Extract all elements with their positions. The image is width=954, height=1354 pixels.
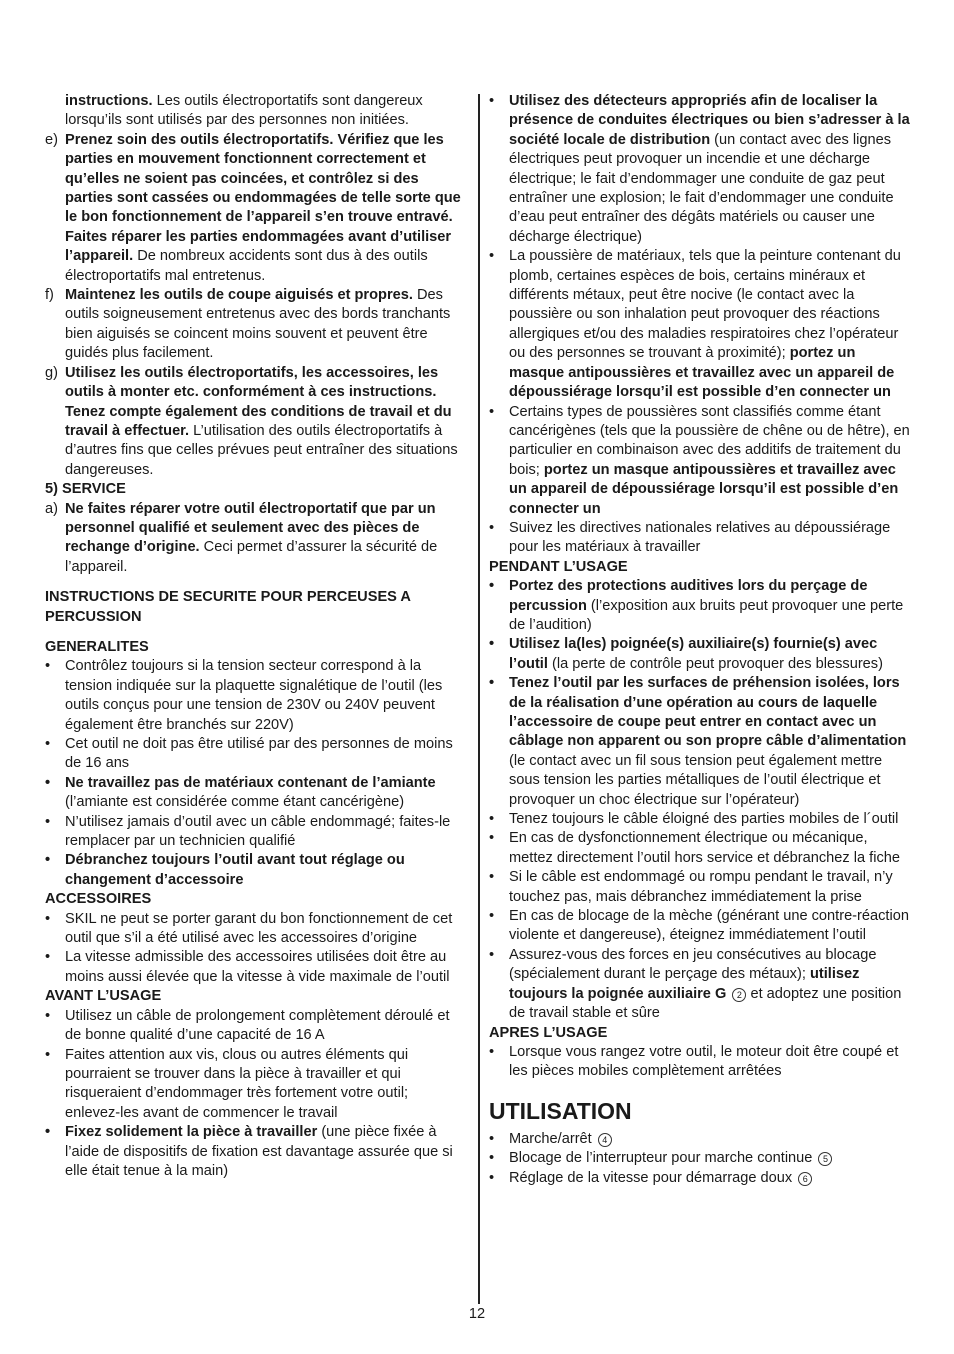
bullet-forces: • Assurez-vous des forces en jeu consécutives au blocage (spécialement durant le perçage des métaux); utilisez toujours la poignée auxiliaire G 2 et adoptez une position de travail stable et sûre xyxy=(489,946,902,1022)
bullet-poignee: • Utilisez la(les) poignée(s) auxiliaire(s) fournie(s) avec l’outil (la perte de contrôle peut provoquer des blessures) xyxy=(489,636,883,672)
accessoires-list xyxy=(45,910,465,988)
callout-2: 2 xyxy=(732,988,746,1002)
bullet-cancerigenes: • Certains types de poussières sont classifiés comme étant cancérigènes (tels que la poussière de chêne ou de hêtre), en particulier en combinaison avec des additifs de traitement du bois; portez un masque antipoussières et travaillez avec un appareil de dépoussiérage lorsqu’il est possible d’en connecter un xyxy=(489,403,910,517)
list-item: • La vitesse admissible des accessoires utilisées doit être au moins aussi élevée que la vitesse à vide maximale de l’outil xyxy=(45,949,450,985)
callout-4: 4 xyxy=(598,1133,612,1147)
bullet-dysfonctionnement: • En cas de dysfonctionnement électrique ou mécanique, mettez directement l’outil hors service et débranchez la fiche xyxy=(489,830,900,866)
avant-heading: AVANT L’USAGE xyxy=(45,988,162,1005)
bullet-surfaces: • Tenez l’outil par les surfaces de préhension isolées, lors de la réalisation d’une opération au cours de laquelle l’accessoire de coupe peut entrer en contact avec un câblage non apparent ou son propre câble d’alimentation (le contact avec un fil sous tension peut également mettre sous tension les parties métalliques de l’outil électrique et provoquer un choc électrique sur l’opérateur) xyxy=(489,675,907,808)
utilisation-list xyxy=(489,1130,911,1188)
list-item: • Fixez solidement la pièce à travailler (une pièce fixée à l’aide de dispositifs de fixation est davantage assurée que si elle était tenue à la main) xyxy=(45,1124,453,1179)
item-g: g) Utilisez les outils électroportatifs, les accessoires, les outils à monter etc. conformément à ces instructions. Tenez compte également des conditions de travail et du travail à effectuer. L’utilisation des outils électroportatifs à d’autres fins que celles prévues peut entraîner des situations dangereuses. xyxy=(45,364,458,478)
list-item: • Faites attention aux vis, clous ou autres éléments qui pourraient se trouver dans la pièce à travailler et qui risqueraient d’endommager très fortement votre outil; enlevez-les avant de commencer le travail xyxy=(45,1046,409,1121)
generalites-heading: GENERALITES xyxy=(45,638,149,655)
pendant-heading: PENDANT L’USAGE xyxy=(489,558,628,575)
item-a: a) Ne faites réparer votre outil électroportatif que par un personnel qualifié et seulement avec des pièces de rechange d’origine. Ceci permet d’assurer la sécurité de l’appareil. xyxy=(45,500,438,575)
list-item: • Contrôlez toujours si la tension secteur correspond à la tension indiquée sur la plaquette signalétique de l’outil (les outils conçus pour une tension de 230V ou 240V peuvent également être branchés sur 220V) xyxy=(45,658,443,733)
column-divider xyxy=(478,94,480,1304)
bullet-directives: • Suivez les directives nationales relatives au dépoussiérage pour les matériaux à travailler xyxy=(489,519,891,556)
item-f: f) Maintenez les outils de coupe aiguisés et propres. Des outils soigneusement entretenus avec des bords tranchants bien aiguisés se coincent moins souvent et peuvent être guidés plus facilement. xyxy=(45,287,451,362)
callout-6: 6 xyxy=(798,1172,812,1186)
list-item: • Ne travaillez pas de matériaux contenant de l’amiante (l’amiante est considérée comme étant cancérigène) xyxy=(45,774,436,811)
generalites-list xyxy=(45,657,465,890)
item-e: e) Prenez soin des outils électroportatifs. Vérifiez que les parties en mouvement fonctionnent correctement et qu’elles ne soient pas coincées, et contrôlez si des parties sont cassées ou endommagées de telle sorte que le bon fonctionnement de l’appareil s’en trouve entravé. Faites réparer les parties endommagées avant d’utiliser l’appareil. De nombreux accidents sont dus à des outils électroportatifs mal entretenus. xyxy=(45,131,461,284)
left-column xyxy=(45,92,465,1181)
paragraph-instructions: instructions. Les outils électroportatifs sont dangereux lorsqu’ils sont utilisés par des personnes non initiées. xyxy=(65,93,423,129)
bullet-cable-endommage: • Si le câble est endommagé ou rompu pendant le travail, n’y touchez pas, mais débranchez immédiatement la prise xyxy=(489,869,893,905)
service-heading: 5) SERVICE xyxy=(45,481,126,498)
list-item: • Réglage de la vitesse pour démarrage doux 6 xyxy=(489,1169,911,1188)
list-item: • SKIL ne peut se porter garant du bon fonctionnement de cet outil que s’il a été utilisé avec les accessoires d’origine xyxy=(45,910,453,947)
safety-heading: INSTRUCTIONS DE SECURITE POUR PERCEUSES A PERCUSSION xyxy=(45,589,411,625)
bullet-ranger: • Lorsque vous rangez votre outil, le moteur doit être coupé et les pièces mobiles complètement arrêtées xyxy=(489,1043,899,1080)
list-item: • N’utilisez jamais d’outil avec un câble endommagé; faites-le remplacer par un technicien qualifié xyxy=(45,813,451,850)
list-item: • Blocage de l’interrupteur pour marche continue 5 xyxy=(489,1149,911,1168)
right-column xyxy=(489,92,911,1188)
apres-heading: APRES L’USAGE xyxy=(489,1024,608,1041)
list-item: • Débranchez toujours l’outil avant tout réglage ou changement d’accessoire xyxy=(45,852,405,888)
page-number: 12 xyxy=(468,1306,486,1322)
bullet-cable: • Tenez toujours le câble éloigné des parties mobiles de l´outil xyxy=(489,811,899,828)
list-item: • Cet outil ne doit pas être utilisé par des personnes de moins de 16 ans xyxy=(45,736,453,772)
bullet-poussiere: • La poussière de matériaux, tels que la peinture contenant du plomb, certaines espèces de bois, certains minéraux et différents métaux, peut être nocive (le contact avec la poussière ou son inhalation peut provoquer des réactions allergiques et/ou des maladies respiratoires chez l’opérateur ou des personnes se trouvant à proximité); portez un masque antipoussières et travaillez avec un appareil de dépoussiérage lorsqu’il est possible d’en connecter un xyxy=(489,248,901,401)
bullet-detecteurs: • Utilisez des détecteurs appropriés afin de localiser la présence de conduites électriques ou bien s’adresser à la société locale de distribution (un contact avec des lignes électriques peut provoquer un incendie et une décharge électrique; le fait d’endommager une conduite de gaz peut entraîner une explosion; le fait d’endommager une conduite d’eau peut entraîner des dégâts matériels ou causer une décharge électrique) xyxy=(489,93,910,245)
utilisation-heading: UTILISATION xyxy=(489,1097,632,1124)
avant-list xyxy=(45,1007,465,1182)
accessoires-heading: ACCESSOIRES xyxy=(45,891,152,908)
list-item: • Marche/arrêt 4 xyxy=(489,1130,911,1149)
bullet-protections: • Portez des protections auditives lors du perçage de percussion (l’exposition aux bruits peut provoquer une perte de l’audition) xyxy=(489,578,904,633)
bullet-blocage: • En cas de blocage de la mèche (générant une contre-réaction violente et dangereuse), éteignez immédiatement l’outil xyxy=(489,908,909,944)
callout-5: 5 xyxy=(818,1152,832,1166)
list-item: • Utilisez un câble de prolongement complètement déroulé et de bonne qualité d’une capacité de 16 A xyxy=(45,1007,450,1044)
